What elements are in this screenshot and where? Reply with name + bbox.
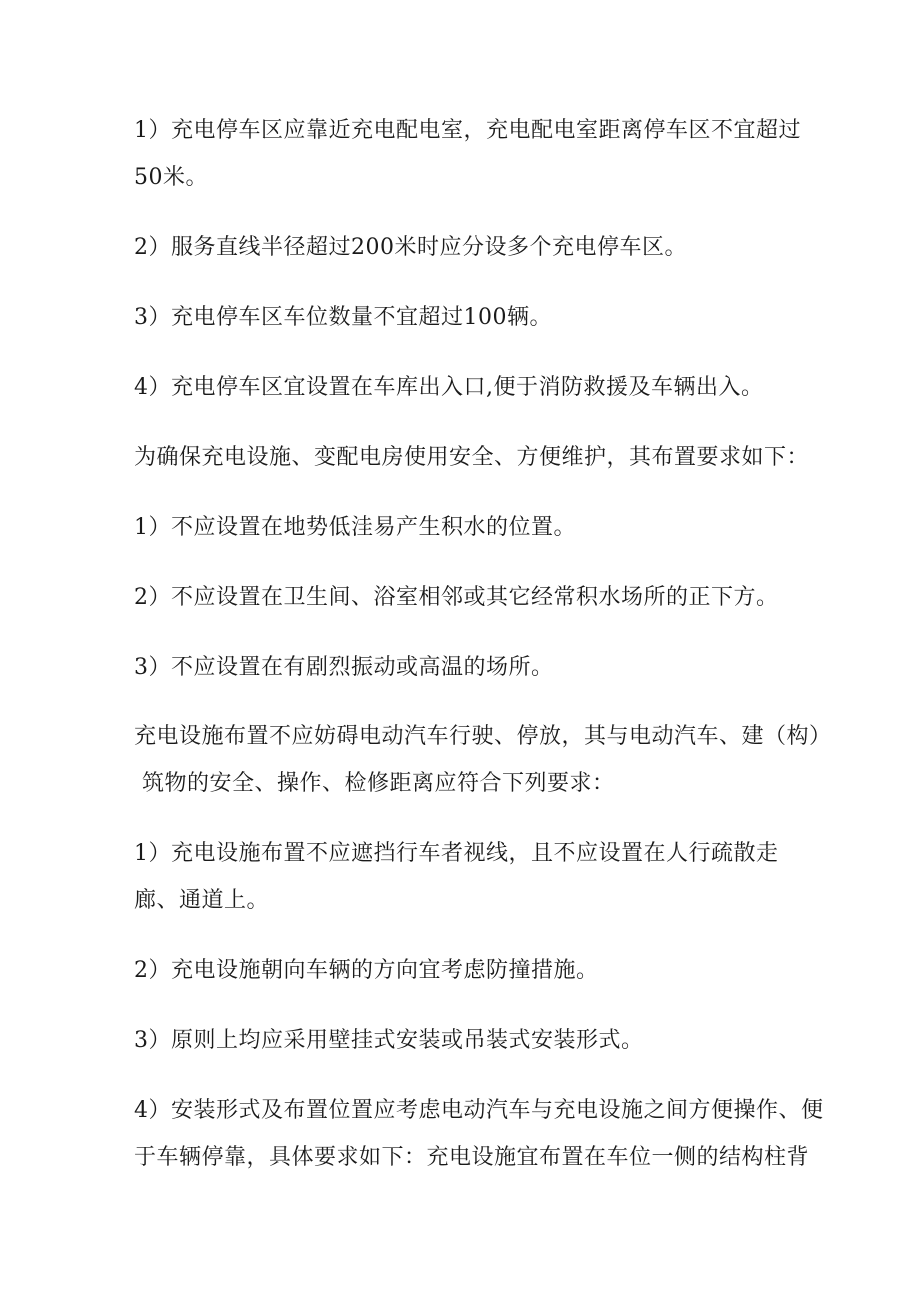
text-line-15: 3）原则上均应采用壁挂式安装或吊装式安装形式。 — [134, 1028, 644, 1053]
text-line-9: 3）不应设置在有剧烈振动或高温的场所。 — [134, 655, 554, 680]
text-line-14: 2）充电设施朝向车辆的方向宜考虑防撞措施。 — [134, 958, 599, 983]
text-line-1: 1）充电停车区应靠近充电配电室，充电配电室距离停车区不宜超过 — [134, 118, 801, 143]
text-line-4: 3）充电停车区车位数量不宜超过100辆。 — [134, 305, 552, 330]
text-line-8: 2）不应设置在卫生间、浴室相邻或其它经常积水场所的正下方。 — [134, 585, 779, 610]
text-line-5: 4）充电停车区宜设置在车库出入口,便于消防救援及车辆出入。 — [134, 375, 764, 400]
text-line-17: 于车辆停靠，具体要求如下：充电设施宜布置在车位一侧的结构柱背 — [134, 1145, 810, 1170]
text-line-13: 廊、通道上。 — [134, 888, 270, 913]
text-line-3: 2）服务直线半径超过200米时应分设多个充电停车区。 — [134, 235, 687, 260]
text-line-11: 筑物的安全、操作、检修距离应符合下列要求： — [142, 771, 615, 796]
text-line-6: 为确保充电设施、变配电房使用安全、方便维护，其布置要求如下： — [134, 445, 810, 470]
text-line-12: 1）充电设施布置不应遮挡行车者视线，且不应设置在人行疏散走 — [134, 841, 779, 866]
text-line-2: 50米。 — [134, 165, 208, 190]
text-line-16: 4）安装形式及布置位置应考虑电动汽车与充电设施之间方便操作、便 — [134, 1098, 824, 1123]
text-line-7: 1）不应设置在地势低洼易产生积水的位置。 — [134, 515, 576, 540]
text-line-10: 充电设施布置不应妨碍电动汽车行驶、停放，其与电动汽车、建（构） — [134, 724, 832, 749]
